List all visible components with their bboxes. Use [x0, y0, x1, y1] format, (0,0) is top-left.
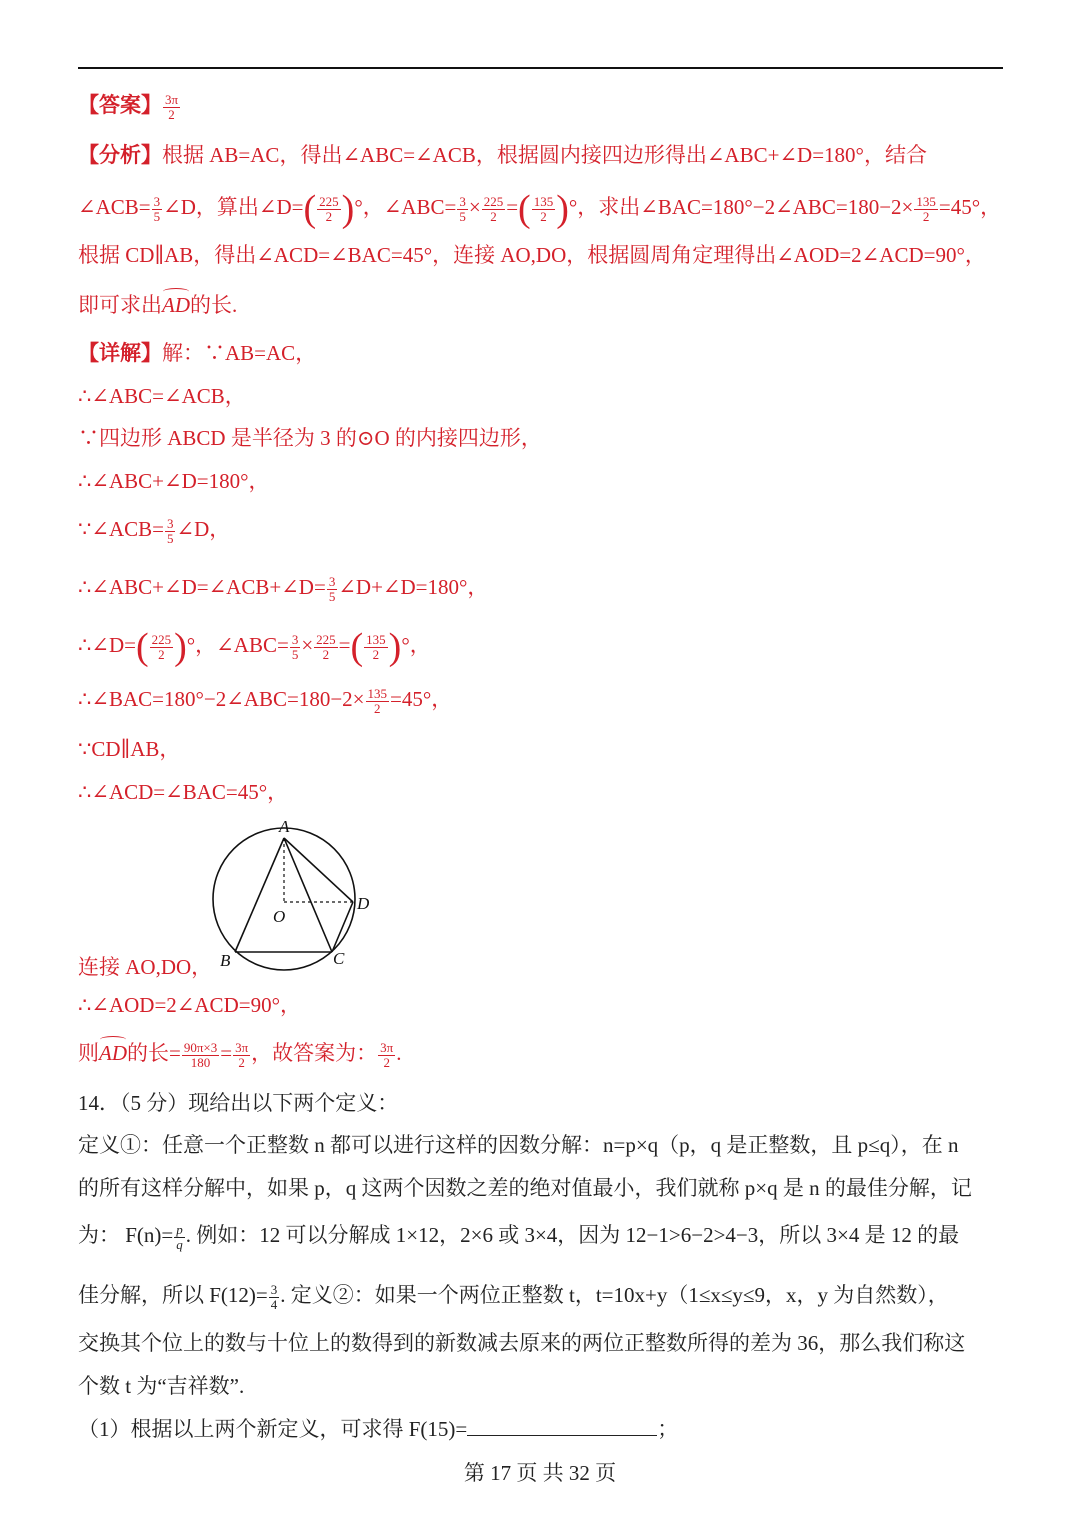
answer-tag: 【答案】: [78, 93, 162, 117]
label-c: C: [333, 949, 345, 968]
question-line-5: 佳分解，所以 F(12)= $\frac{3}{4}$ . 定义②：如果一个两位正整数 t，t=10x+y（1≤x≤y≤9，x，y 为自然数），: [78, 1281, 949, 1312]
question-line-6: 交换其个位上的数与十位上的数得到的新数减去原来的两位正整数所得的差为 36，那么我们称这: [78, 1331, 966, 1355]
detail-line-11: 连接 AO,DO，: [78, 955, 213, 979]
detail-line-7: ∴∠D=( $\frac{225}{2}$ )°，∠ABC= $\frac{3}{5}$ × $\frac{225}{2}$ =( $\frac{135}{2}$ )°，: [78, 626, 431, 668]
detail-line-3: ∵四边形 ABCD 是半径为 3 的⊙O 的内接四边形，: [78, 426, 542, 450]
question-line-3: 的所有这样分解中，如果 p，q 这两个因数之差的绝对值最小，我们就称 p×q 是 n 的最佳分解，记: [78, 1176, 972, 1200]
label-d: D: [357, 894, 370, 913]
answer-line: [78, 90, 181, 122]
detail-line-9: ∵CD∥AB，: [78, 737, 181, 761]
circle-figure: [200, 812, 390, 977]
segment-ad: [284, 838, 353, 902]
answer-fraction: $\frac{3\pi}{2}$: [165, 91, 179, 122]
question-line-8: （1）根据以上两个新定义，可求得 F(15)= ；: [78, 1417, 679, 1441]
question-line-7: 个数 t 为“吉祥数”.: [78, 1374, 245, 1398]
page-footer: 第 17 页 共 32 页: [463, 1461, 617, 1485]
detail-line-5: ∵∠ACB= $\frac{3}{5}$ ∠D，: [78, 515, 231, 546]
detail-line-1: 【详解】解：∵AB=AC，: [78, 341, 317, 365]
question-line-2: 定义①：任意一个正整数 n 都可以进行这样的因数分解：n=p×q（p，q 是正整数，且 p≤q），在 n: [78, 1133, 959, 1157]
segment-ac: [284, 838, 332, 952]
detail-line-6: ∴∠ABC+∠D=∠ACB+∠D= $\frac{3}{5}$ ∠D+∠D=180°，: [78, 573, 489, 604]
analysis-line-2: ∠ACB= $\frac{3}{5}$ ∠D，算出∠D=( $\frac{225}{2}$ )°，∠ABC= $\frac{3}{5}$ × $\frac{225}{2}$ =( $\frac{135}{2}$ )°，求出∠BAC=180°−2∠ABC=180−2× $\frac{135}{2}$ =45°，: [78, 188, 1002, 230]
detail-line-4: ∴∠ABC+∠D=180°，: [78, 469, 270, 493]
detail-line-13: 则AD的长= $\frac{90\pi\times 3}{180}$ = $\frac{3\pi}{2}$ ，故答案为： $\frac{3\pi}{2}$ .: [78, 1039, 402, 1070]
analysis-tag: 【分析】: [78, 143, 162, 167]
question-line-4: 为： F(n)= $\frac{p}{q}$ . 例如：12 可以分解成 1×12，2×6 或 3×4，因为 12−1>6−2>4−3，所以 3×4 是 12 的最: [78, 1221, 960, 1252]
header-rule: [78, 67, 1003, 69]
label-b: B: [220, 951, 231, 970]
detail-line-2: ∴∠ABC=∠ACB，: [78, 384, 246, 408]
detail-line-12: ∴∠AOD=2∠ACD=90°，: [78, 993, 301, 1017]
answer-blank[interactable]: [467, 1415, 657, 1436]
segment-ab: [235, 838, 284, 952]
arc-ad-2: AD: [99, 1038, 127, 1068]
detail-line-8: ∴∠BAC=180°−2∠ABC=180−2× $\frac{135}{2}$ =45°，: [78, 685, 453, 716]
arc-ad: AD: [162, 290, 190, 320]
detail-tag: 【详解】: [78, 341, 162, 365]
analysis-line-4: 即可求出AD的长.: [78, 290, 237, 320]
analysis-line-3: 根据 CD∥AB，得出∠ACD=∠BAC=45°，连接 AO,DO，根据圆周角定理得出∠AOD=2∠ACD=90°，: [78, 243, 986, 267]
label-o: O: [273, 907, 286, 926]
analysis-line-1: 【分析】根据 AB=AC，得出∠ABC=∠ACB，根据圆内接四边形得出∠ABC+∠D=180°，结合: [78, 143, 927, 167]
question-title: 14．（5 分）现给出以下两个定义：: [78, 1091, 399, 1115]
detail-line-10: ∴∠ACD=∠BAC=45°，: [78, 780, 289, 804]
label-a: A: [279, 817, 290, 836]
